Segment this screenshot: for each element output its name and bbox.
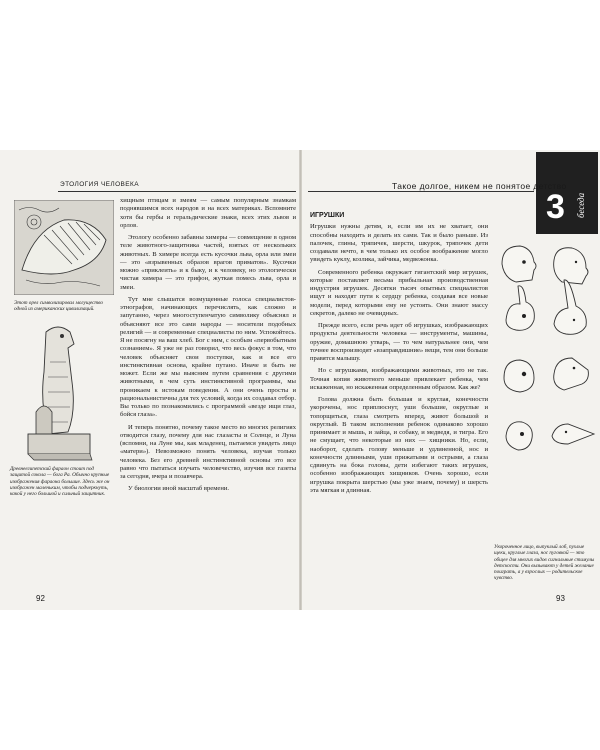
caption-faces: Укороченное лицо, выпуклый лоб, пухлые щеки, круглые глаза, нос пуговкой — это общее для многих видов сигнальные стимулы детскости. Они вызывают у детей желание поиграть, а у взрослых — родительское чувство.	[494, 544, 595, 582]
paragraph: У биологии иной масштаб времени.	[128, 485, 230, 493]
right-body-text	[310, 212, 488, 499]
page-number: 93	[556, 594, 565, 603]
paragraph: Голова должна быть большая и круглая, конечности укорочены, нос приплюснут, уши большие, округлые и топорщиться, глаза смотреть вперед, живот большой и округлый. В таком исполнении ребенок одинаково хорошо принимает и мышь, и зайца, и собаку, и медведя, и тигра. Его не смущает, что некоторые из них — хищники. Но, если, наоборот, сделать голову меньше и удлиненной, нос и конечности длинными, уши прижатыми и острыми, а глаза сдвинуть на бока головы, дети избегают таких игрушек, особенно изображающих хищников. Очень хорошо, если игрушка покрыта шерстью (мы уже знаем, почему) и шерсть эта мягкая и длинная.	[310, 396, 488, 494]
paragraph: И теперь понятно, почему такое место во многих религиях отводится глазу, почему для нас глазасты и Солнце, и Луна (вспомни, на Луне мы, как младенец, пытаемся увидеть лицо «матери»). Невозможно понять человека, изучая только человека. Без его древней инстинктивной основы это все равно что пытаться изучать человечество, изучив все газеты за сегодня, вчера и позавчера.	[120, 423, 296, 480]
page-number: 92	[36, 594, 45, 603]
adult-vs-baby-heads-illustration	[494, 240, 598, 540]
chapter-label: беседа	[576, 192, 586, 218]
left-body-text	[120, 197, 296, 498]
paragraph: Этологу особенно забавны химеры — совмещение в одном теле животного-защитника частей, взятых от нескольких животных. В химере всегда есть кусочки льва, орла или змеи — это «взрывенных образов врагов приматов». Кусочки можно «приклеить» и к быку, и к человеку, но этологически чистая химера — это грифон, жуткая помесь льва, орла и змеи.	[120, 234, 296, 291]
header-rule	[58, 191, 296, 192]
left-page	[0, 150, 299, 610]
egyptian-falcon-statue-illustration	[18, 322, 98, 462]
header-rule	[308, 191, 534, 192]
paragraph: Тут мне слышатся возмущенные голоса специалистов-этнографов, начинающих перечислять, как сложно и запутанно, через многоступенчатую символику объяснял и объясняют все это сами народы — носители подобных религий — и современные специалисты по ним. Успокойтесь. Я не посягну на ваш хлеб. Бог с ним, с особым «первобытным сознанием». Я уже не раз говорил, что весь фокус в том, что человек объясняет свои поступки, как и все его инстинктивная основа, крайне путано. Иначе и быть не может. Если же мы выясним путем сравнения с другими животными, в чем суть инстинктивной программы, мы проникаем к истокам поведения. А они очень просты и рациональнистичны для тех условий, когда их создавал отбор. Вы только по познакомились с программой «везде ищи глаз, бойся глаза».	[120, 295, 296, 419]
caption-falcon: Древнеегипетский фараон стоит под защитой сокола — бога Ра. Обычно крупные изображения фараона большие. Здесь же он изображен маленьким, чтобы подчеркнуть, какой у него большой и сильный защитник.	[10, 466, 110, 498]
chapter-number: 3	[546, 188, 565, 226]
chapter-tab	[536, 152, 598, 234]
section-title: ИГРУШКИ	[310, 212, 345, 219]
paragraph: хищным птицам и змеям — самым популярным знамкам поднявшимся всех народов и на всех материках. Вспомните хотя бы гербы и геральдические знаки, всех этих львов и орлов.	[120, 197, 296, 229]
running-header: ЭТОЛОГИЯ ЧЕЛОВЕКА	[60, 181, 139, 188]
paragraph: Прежде всего, если речь идет об игрушках, изображающих продукты деятельности человека — инструменты, машины, оружие, домашнюю утварь, — то чем натуральнее они, чем точнее воспроизводят «взаправдишние» вещи, тем они больше правятся малышу.	[310, 322, 488, 362]
caption-eagle: Этот орел символизировал могущество одной из американских цивилизаций.	[14, 300, 103, 313]
paragraph: Игрушки нужны детям, и, если им их не хватает, они способны находить и делать их сами. Так и было раньше. Из палочек, глины, тряпичек, шерсти, шкурок, тряпочек дети создавали нечто, в чем только их особое воображение могло увидеть куклу, козлика, зайчика, медвежонка.	[310, 223, 488, 264]
running-header: Такое долгое, никем не понятое детство	[392, 181, 567, 191]
aztec-eagle-illustration	[14, 200, 114, 295]
paragraph: Современного ребенка окружает гигантский мир игрушек, которые поставляет весьма прибыльная производственная индустрия игрушек. Десятки тысяч опытных специалистов ищут и находят пути к сердцу ребенка, создавая все новые модели, перед которыми ему не устоять. Они знают массу секретов, далеко не очевидных.	[310, 268, 488, 317]
paragraph: Но с игрушками, изображающими животных, это не так. Точная копия животного меньше привлекает ребенка, чем искаженная, но искаженная определенным образом. Как же?	[310, 367, 488, 391]
right-page	[302, 150, 600, 610]
